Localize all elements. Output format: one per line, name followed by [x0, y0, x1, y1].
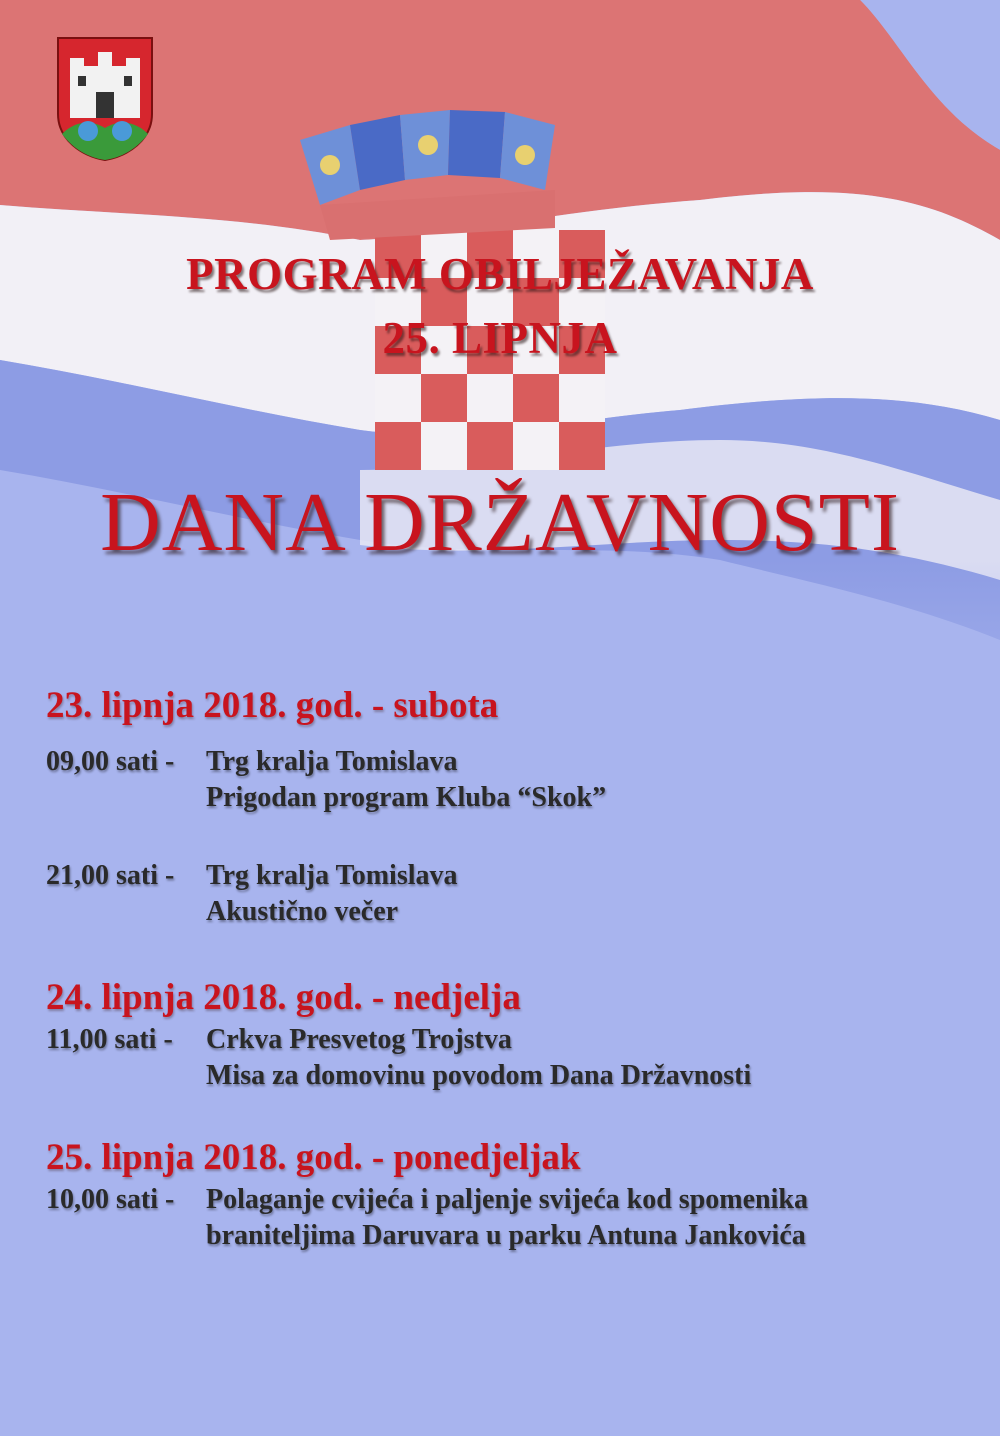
event-time: 09,00 sati -	[46, 746, 175, 777]
event-time: 11,00 sati -	[46, 1024, 173, 1055]
day-heading: 24. lipnja 2018. god. - nedjelja	[46, 977, 521, 1018]
event-time: 10,00 sati -	[46, 1184, 175, 1215]
program-schedule	[46, 682, 966, 1254]
flag-crown-shields	[300, 110, 555, 240]
event-item	[46, 1022, 966, 1094]
day-section	[46, 974, 966, 1094]
event-description: Misa za domovinu povodom Dana Državnosti	[206, 1060, 752, 1091]
event-item	[46, 1182, 966, 1254]
event-location: Crkva Presvetog Trojstva	[206, 1024, 512, 1055]
event-description: Prigodan program Kluba “Skok”	[206, 782, 607, 813]
program-title-line1: PROGRAM OBILJEŽAVANJA	[186, 249, 814, 299]
main-title: DANA DRŽAVNOSTI	[100, 476, 900, 569]
day-section	[46, 682, 966, 930]
day-heading: 23. lipnja 2018. god. - subota	[46, 685, 499, 726]
day-section	[46, 1134, 966, 1254]
event-item	[46, 744, 966, 816]
event-location: Trg kralja Tomislava	[206, 860, 458, 891]
day-heading: 25. lipnja 2018. god. - ponedjeljak	[46, 1137, 581, 1178]
event-time: 21,00 sati -	[46, 860, 175, 891]
event-location: Trg kralja Tomislava	[206, 746, 458, 777]
daruvar-coat-of-arms-logo	[56, 36, 154, 162]
program-title-line2: 25. LIPNJA	[382, 313, 618, 363]
event-description: braniteljima Daruvara u parku Antuna Jankovića	[206, 1220, 806, 1251]
event-item	[46, 858, 966, 930]
event-location: Polaganje cvijeća i paljenje svijeća kod spomenika	[206, 1184, 808, 1215]
event-description: Akustično večer	[206, 896, 399, 927]
